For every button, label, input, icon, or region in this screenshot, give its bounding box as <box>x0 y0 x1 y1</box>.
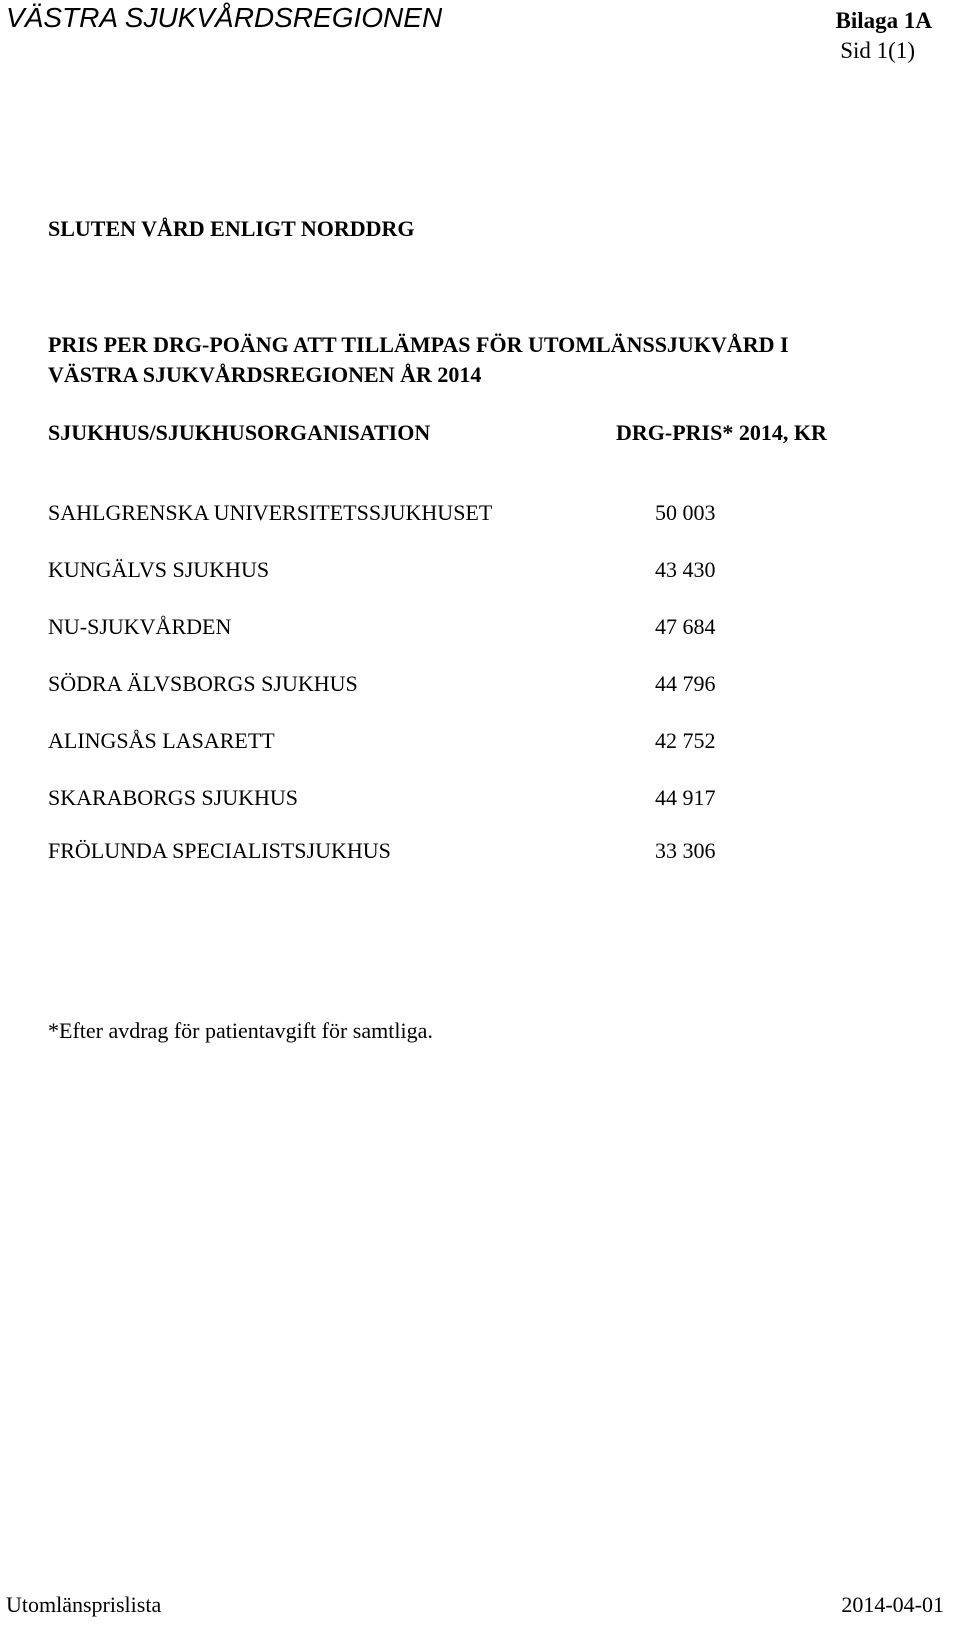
table-row-price: 44 796 <box>655 671 716 696</box>
header-attachment-label: Bilaga 1A <box>835 8 932 33</box>
table-row-price: 33 306 <box>655 838 716 863</box>
table-row-hospital: SAHLGRENSKA UNIVERSITETSSJUKHUSET <box>48 500 493 525</box>
footnote: *Efter avdrag för patientavgift för samtliga. <box>48 1018 433 1043</box>
table-row-price: 44 917 <box>655 785 716 810</box>
table-row-hospital: KUNGÄLVS SJUKHUS <box>48 557 270 582</box>
document-subtitle-line-2: VÄSTRA SJUKVÅRDSREGIONEN ÅR 2014 <box>48 362 482 387</box>
footer-date: 2014-04-01 <box>841 1592 944 1617</box>
table-row-hospital: SÖDRA ÄLVSBORGS SJUKHUS <box>48 671 358 696</box>
column-header-price: DRG-PRIS* 2014, KR <box>616 420 827 445</box>
header-page-number: Sid 1(1) <box>840 38 915 63</box>
table-row-price: 43 430 <box>655 557 716 582</box>
column-header-hospital: SJUKHUS/SJUKHUSORGANISATION <box>48 420 431 445</box>
table-row-hospital: NU-SJUKVÅRDEN <box>48 614 232 639</box>
document-subtitle-line-1: PRIS PER DRG-POÄNG ATT TILLÄMPAS FÖR UTOMLÄNSSJUKVÅRD I <box>48 332 789 357</box>
header-organization: VÄSTRA SJUKVÅRDSREGIONEN <box>6 2 443 33</box>
table-row-price: 42 752 <box>655 728 716 753</box>
table-row-hospital: ALINGSÅS LASARETT <box>48 728 275 753</box>
table-row-price: 50 003 <box>655 500 716 525</box>
document-title: SLUTEN VÅRD ENLIGT NORDDRG <box>48 216 415 241</box>
table-row-price: 47 684 <box>655 614 716 639</box>
table-row-hospital: FRÖLUNDA SPECIALISTSJUKHUS <box>48 838 391 863</box>
footer-document-name: Utomlänsprislista <box>6 1592 162 1617</box>
table-row-hospital: SKARABORGS SJUKHUS <box>48 785 299 810</box>
